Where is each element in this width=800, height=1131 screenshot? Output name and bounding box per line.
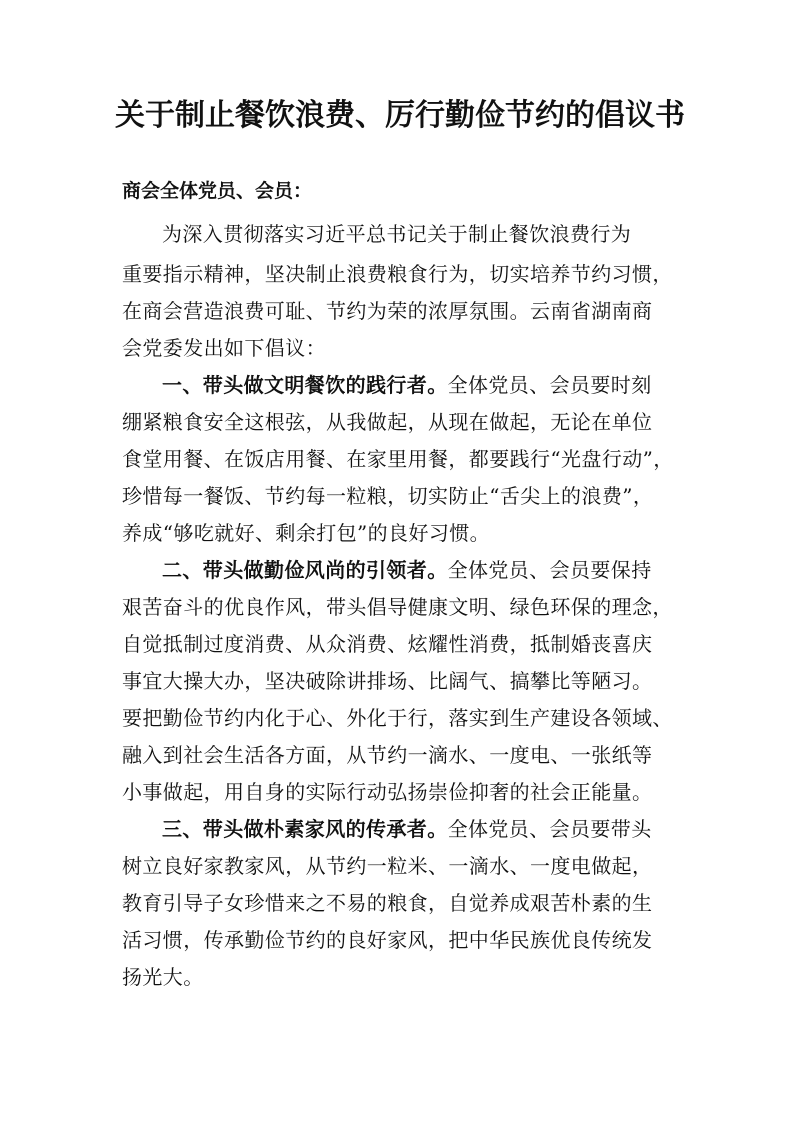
section2-line-6: 融入到社会生活各方面，从节约一滴水、一度电、一张纸等	[122, 743, 653, 767]
section1-first-line	[162, 372, 652, 398]
section1-line-5: 养成“够吃就好、剩余打包”的良好习惯。	[122, 521, 491, 545]
intro-line-1: 为深入贯彻落实习近平总书记关于制止餐饮浪费行为	[162, 222, 632, 246]
section1-line-4: 珍惜每一餐饭、节约每一粒粮，切实防止“舌尖上的浪费”，	[122, 484, 654, 508]
section2-heading: 二、带头做勤俭风尚的引领者。	[162, 558, 448, 582]
section2-line-7: 小事做起，用自身的实际行动弘扬崇俭抑奢的社会正能量。	[122, 780, 653, 804]
section2-first-rest: 全体党员、会员要保持	[447, 558, 652, 582]
section2-line-5: 要把勤俭节约内化于心、外化于行，落实到生产建设各领域、	[122, 706, 673, 730]
section2-line-3: 自觉抵制过度消费、从众消费、炫耀性消费，抵制婚丧喜庆	[122, 632, 653, 656]
section3-line-2: 树立良好家教家风，从节约一粒米、一滴水、一度电做起，	[122, 854, 653, 878]
section3-heading: 三、带头做朴素家风的传承者。	[162, 817, 448, 841]
intro-line-4: 会党委发出如下倡议：	[122, 336, 326, 360]
section2-line-2: 艰苦奋斗的优良作风，带头倡导健康文明、绿色环保的理念，	[122, 595, 673, 619]
intro-line-3: 在商会营造浪费可耻、节约为荣的浓厚氛围。云南省湖南商	[122, 299, 653, 323]
section3-first-line	[162, 816, 652, 842]
intro-line-2: 重要指示精神，坚决制止浪费粮食行为，切实培养节约习惯，	[122, 262, 673, 286]
section3-line-5: 扬光大。	[122, 965, 204, 989]
section1-line-3: 食堂用餐、在饭店用餐、在家里用餐，都要践行“光盘行动”，	[122, 447, 674, 471]
document-title: 关于制止餐饮浪费、厉行勤俭节约的倡议书	[115, 98, 685, 133]
section1-line-2: 绷紧粮食安全这根弦，从我做起，从现在做起，无论在单位	[122, 410, 653, 434]
section1-heading: 一、带头做文明餐饮的践行者。	[162, 373, 448, 397]
section3-first-rest: 全体党员、会员要带头	[447, 817, 652, 841]
section2-first-line	[162, 557, 652, 583]
section3-line-3: 教育引导子女珍惜来之不易的粮食，自觉养成艰苦朴素的生	[122, 891, 653, 915]
section3-line-4: 活习惯，传承勤俭节约的良好家风，把中华民族优良传统发	[122, 928, 653, 952]
section2-line-4: 事宜大操大办，坚决破除讲排场、比阔气、搞攀比等陋习。	[122, 669, 653, 693]
section1-first-rest: 全体党员、会员要时刻	[447, 373, 652, 397]
salutation: 商会全体党员、会员：	[122, 180, 313, 202]
